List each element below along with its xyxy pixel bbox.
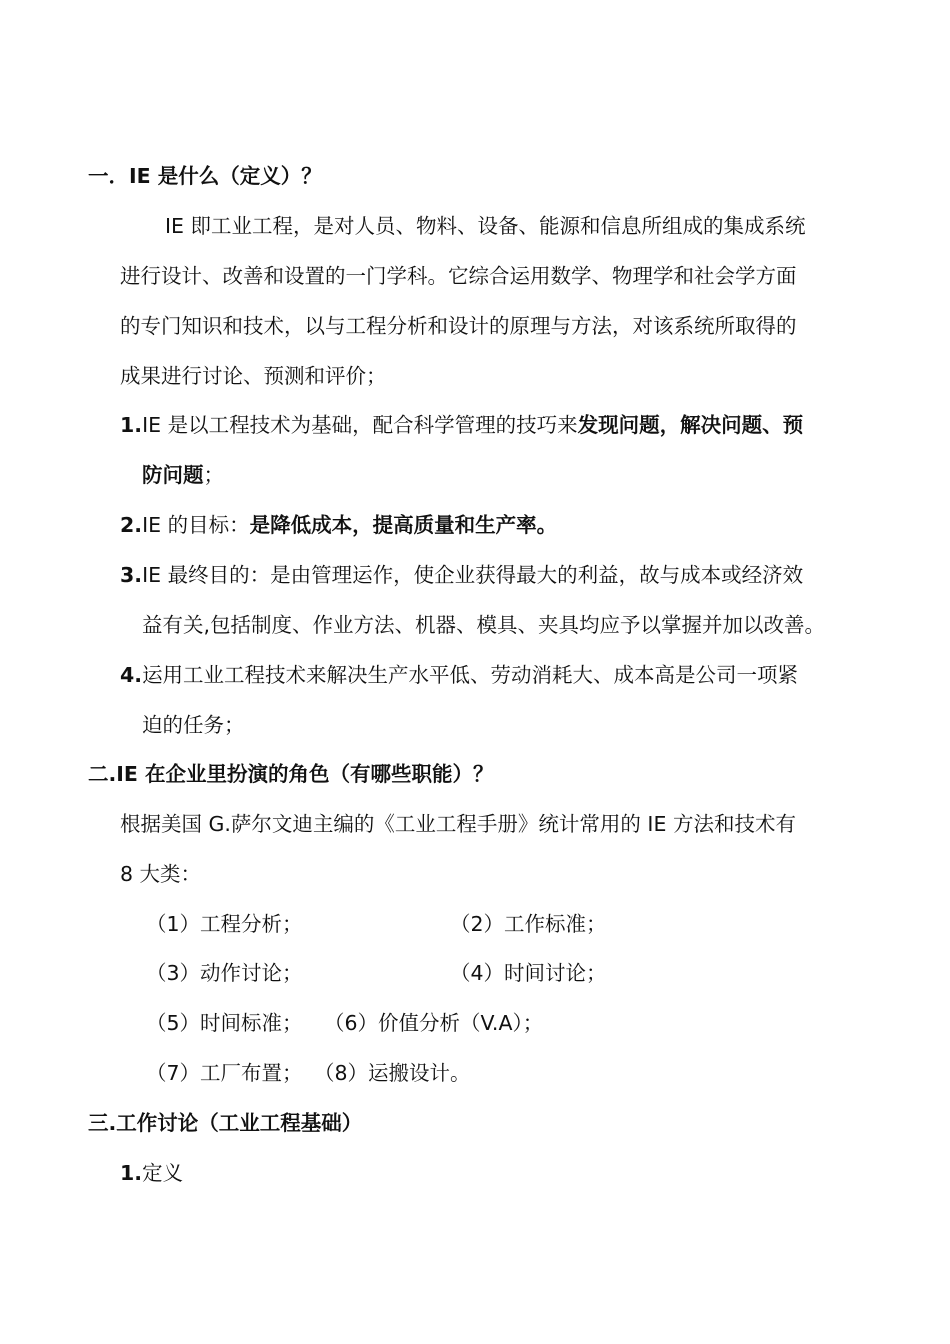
method-item: （5）时间标准； bbox=[146, 1011, 303, 1035]
list-item-1-cont bbox=[142, 461, 224, 489]
list-item-3 bbox=[120, 561, 803, 589]
list-number: 1. bbox=[120, 413, 143, 437]
subsection-title: 定义 bbox=[142, 1161, 184, 1185]
list-number: 4. bbox=[120, 663, 143, 687]
list-number: 2. bbox=[120, 513, 143, 537]
list-item-4 bbox=[120, 661, 798, 689]
list-text: IE 最终目的：是由管理运作，使企业获得最大的利益，故与成本或经济效 bbox=[142, 563, 804, 587]
method-item: （4）时间讨论； bbox=[450, 961, 607, 985]
list-emphasis: 是降低成本，提高质量和生产率。 bbox=[249, 513, 558, 537]
paragraph-line: 进行设计、改善和设置的一门学科。它综合运用数学、物理学和社会学方面 bbox=[120, 264, 797, 288]
section-heading-3: 三.工作讨论（工业工程基础） bbox=[88, 1111, 363, 1135]
paragraph-line: 的专门知识和技术，以与工程分析和设计的原理与方法，对该系统所取得的 bbox=[120, 314, 797, 338]
method-item: （3）动作讨论； bbox=[146, 961, 303, 985]
list-emphasis: 防问题 bbox=[142, 463, 204, 487]
list-item-1 bbox=[120, 411, 803, 439]
list-number: 1. bbox=[120, 1161, 143, 1185]
list-item-4-cont: 迫的任务； bbox=[142, 713, 245, 737]
method-item: （7）工厂布置； bbox=[146, 1061, 303, 1085]
method-item: （2）工作标准； bbox=[450, 912, 607, 936]
method-item: （8）运搬设计。 bbox=[314, 1061, 471, 1085]
section-heading-1: 一．IE 是什么（定义）？ bbox=[88, 164, 322, 188]
list-text: 运用工业工程技术来解决生产水平低、劳动消耗大、成本高是公司一项紧 bbox=[142, 663, 799, 687]
list-text: IE 是以工程技术为基础，配合科学管理的技巧来 bbox=[142, 413, 578, 437]
paragraph-line: 8 大类： bbox=[120, 862, 202, 886]
list-emphasis: 发现问题，解决问题、预 bbox=[577, 413, 804, 437]
paragraph-line: IE 即工业工程，是对人员、物料、设备、能源和信息所组成的集成系统 bbox=[165, 214, 806, 238]
list-text: ； bbox=[203, 463, 224, 487]
subsection-1 bbox=[120, 1159, 183, 1187]
list-number: 3. bbox=[120, 563, 143, 587]
list-item-3-cont: 益有关,包括制度、作业方法、机器、模具、夹具均应予以掌握并加以改善。 bbox=[142, 613, 826, 637]
method-item: （1）工程分析； bbox=[146, 912, 303, 936]
section-heading-2: 二.IE 在企业里扮演的角色（有哪些职能）？ bbox=[88, 762, 494, 786]
paragraph-line: 成果进行讨论、预测和评价； bbox=[120, 364, 387, 388]
list-text: IE 的目标： bbox=[142, 513, 250, 537]
list-item-2 bbox=[120, 511, 557, 539]
paragraph-line: 根据美国 G.萨尔文迪主编的《工业工程手册》统计常用的 IE 方法和技术有 bbox=[120, 812, 796, 836]
method-item: （6）价值分析（V.A）； bbox=[324, 1011, 544, 1035]
